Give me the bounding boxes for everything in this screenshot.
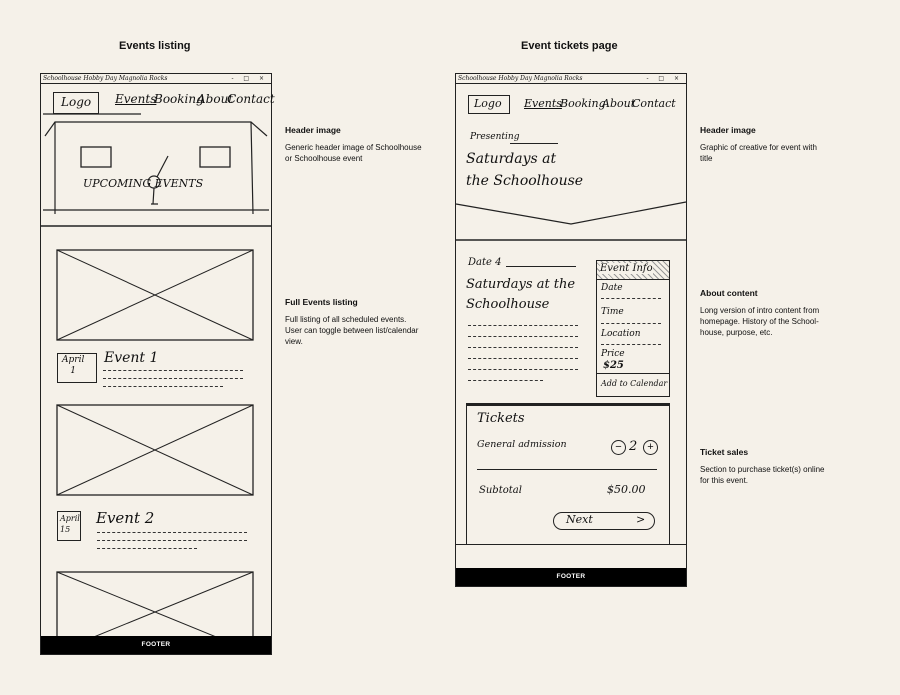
event-info-time: Time (601, 307, 624, 317)
annotation-body: Generic header image of Schoolhouse or Schoolhouse event (285, 143, 422, 163)
minus-icon: − (615, 441, 622, 453)
about-text-line (468, 347, 578, 348)
nav-item-contact[interactable]: Contact (227, 92, 275, 106)
window-buttons[interactable]: - □ × (646, 75, 683, 82)
quantity-value: 2 (629, 439, 638, 454)
browser-bar-label: Schoolhouse Hobby Day Magnolia Rocks (458, 75, 583, 82)
about-text-line (468, 369, 578, 370)
hero-divider-sketch (456, 74, 686, 134)
tickets-section (466, 403, 670, 545)
about-title: Saturdays at the Schoolhouse (466, 277, 576, 312)
annotation-heading: About content (700, 288, 758, 298)
next-button[interactable] (553, 512, 655, 530)
event-info-location: Location (601, 329, 641, 339)
add-to-calendar-button[interactable] (597, 373, 669, 396)
event-info-date: Date (601, 283, 623, 293)
event-date-label: April 1 (62, 355, 85, 376)
event-title[interactable]: Event 1 (104, 350, 159, 366)
event-date-label: April 15 (60, 514, 80, 534)
event-text-line (97, 532, 247, 533)
tickets-bottom-line (456, 544, 686, 545)
window-buttons[interactable]: - □ × (231, 75, 268, 82)
event-info-header (597, 261, 669, 280)
add-to-calendar-label: Add to Calendar (601, 379, 668, 388)
event-tickets-wireframe (455, 73, 687, 587)
events-listing-wireframe (40, 73, 275, 655)
about-text-line (468, 325, 578, 326)
annotation-body: Full listing of all scheduled events. User can toggle between list/calendar view. (285, 315, 419, 346)
annotation-heading: Full Events listing (285, 297, 358, 307)
event-info-title: Event Info (600, 263, 653, 274)
right-column-title: Event tickets page (521, 40, 618, 52)
nav-item-booking[interactable]: Booking (154, 92, 204, 106)
nav-item-about[interactable]: About (602, 97, 636, 110)
nav-item-booking[interactable]: Booking (560, 97, 606, 110)
chevron-right-icon: > (636, 513, 646, 526)
nav-item-events[interactable]: Events (524, 97, 562, 110)
event-date-badge (57, 511, 81, 541)
annotation-heading: Header image (700, 125, 756, 135)
event-info-price: Price (601, 349, 625, 359)
annotation-body: Long version of intro content from homepage. History of the School-house, purpose, etc. (700, 306, 820, 337)
subtotal-value: $50.00 (607, 483, 646, 496)
browser-bar-label: Schoolhouse Hobby Day Magnolia Rocks (43, 75, 168, 82)
hero-upcoming-events-label: UPCOMING EVENTS (83, 177, 204, 190)
event-text-line (97, 540, 247, 541)
annotation-heading: Header image (285, 125, 341, 135)
about-date-label: Date 4 (468, 257, 502, 268)
event-text-line (103, 370, 243, 371)
nav-item-events[interactable]: Events (115, 92, 157, 106)
hero-event-title: Saturdays at the Schoolhouse (466, 151, 584, 189)
annotation-heading: Ticket sales (700, 447, 749, 457)
subtotal-label: Subtotal (479, 485, 522, 496)
about-text-line (468, 336, 578, 337)
event-info-line (601, 298, 661, 299)
left-column-title: Events listing (119, 40, 191, 52)
hero-presenting-underline (510, 143, 558, 144)
logo-label: Logo (474, 97, 502, 110)
plus-icon: + (647, 441, 654, 453)
tickets-divider (477, 469, 657, 470)
annotation-body: Graphic of creative for event with title (700, 143, 817, 163)
event-info-line (601, 344, 661, 345)
nav-item-contact[interactable]: Contact (632, 97, 676, 110)
event-title[interactable]: Event 2 (96, 509, 155, 527)
about-text-line (468, 358, 578, 359)
event-info-price-value: $25 (603, 360, 624, 371)
event-info-card (596, 260, 670, 397)
event-info-line (601, 323, 661, 324)
event-text-line (103, 386, 223, 387)
quantity-minus-button[interactable] (611, 440, 626, 455)
annotation-body: Section to purchase ticket(s) online for this event. (700, 465, 825, 485)
logo-label: Logo (61, 95, 92, 109)
event-image-placeholder-3 (41, 74, 271, 154)
general-admission-label: General admission (477, 439, 567, 450)
nav-item-about[interactable]: About (197, 92, 234, 106)
hero-presenting-label: Presenting (470, 132, 520, 142)
event-date-badge (57, 353, 97, 383)
event-text-line (97, 548, 197, 549)
about-text-line (468, 380, 543, 381)
footer: FOOTER (41, 636, 271, 654)
footer: FOOTER (456, 568, 686, 586)
quantity-plus-button[interactable] (643, 440, 658, 455)
about-date-underline (506, 266, 576, 267)
next-button-label: Next (566, 513, 593, 526)
event-text-line (103, 378, 243, 379)
tickets-title: Tickets (477, 411, 525, 426)
